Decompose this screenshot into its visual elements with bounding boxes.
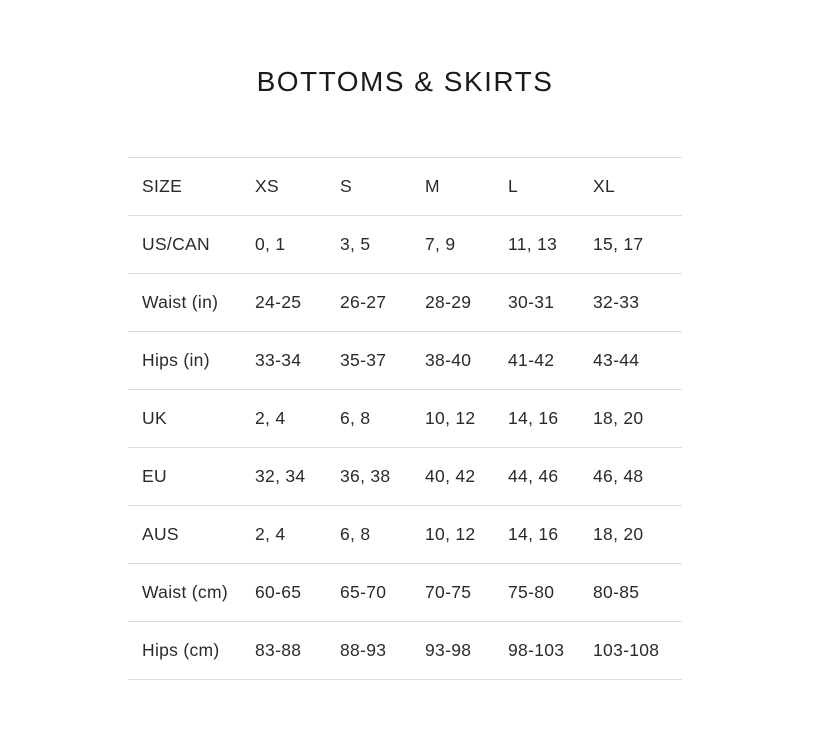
table-row-hips-cm (128, 622, 682, 680)
size-table (128, 157, 682, 680)
cell: 43-44 (593, 350, 640, 370)
cell: 18, 20 (593, 408, 644, 428)
cell: 32-33 (593, 292, 640, 312)
cell: 10, 12 (425, 524, 476, 544)
cell: 75-80 (508, 582, 555, 602)
row-label: Waist (cm) (142, 582, 228, 602)
cell: 6, 8 (340, 408, 371, 428)
header-l: L (508, 176, 519, 196)
cell: 93-98 (425, 640, 472, 660)
cell: 11, 13 (508, 234, 558, 254)
cell: 41-42 (508, 350, 555, 370)
header-size: SIZE (142, 176, 183, 196)
cell: 80-85 (593, 582, 640, 602)
cell: 32, 34 (255, 466, 306, 486)
cell: 28-29 (425, 292, 472, 312)
row-label: US/CAN (142, 234, 210, 254)
cell: 33-34 (255, 350, 302, 370)
cell: 65-70 (340, 582, 387, 602)
row-label: Hips (cm) (142, 640, 220, 660)
page-title: BOTTOMS & SKIRTS (256, 66, 554, 97)
cell: 0, 1 (255, 234, 286, 254)
header-xs: XS (255, 176, 279, 196)
cell: 30-31 (508, 292, 555, 312)
cell: 83-88 (255, 640, 302, 660)
table-row-us-can (128, 216, 682, 274)
cell: 98-103 (508, 640, 565, 660)
cell: 26-27 (340, 292, 387, 312)
table-row-waist-in (128, 274, 682, 332)
cell: 70-75 (425, 582, 472, 602)
cell: 38-40 (425, 350, 472, 370)
cell: 6, 8 (340, 524, 371, 544)
cell: 10, 12 (425, 408, 476, 428)
cell: 46, 48 (593, 466, 644, 486)
cell: 35-37 (340, 350, 387, 370)
cell: 15, 17 (593, 234, 644, 254)
cell: 36, 38 (340, 466, 391, 486)
size-guide-content (128, 0, 682, 680)
cell: 60-65 (255, 582, 302, 602)
row-label: Hips (in) (142, 350, 210, 370)
cell: 88-93 (340, 640, 387, 660)
cell: 7, 9 (425, 234, 456, 254)
row-label: AUS (142, 524, 179, 544)
table-row-eu (128, 448, 682, 506)
cell: 40, 42 (425, 466, 476, 486)
header-s: S (340, 176, 352, 196)
cell: 14, 16 (508, 524, 559, 544)
row-label: UK (142, 408, 167, 428)
cell: 24-25 (255, 292, 302, 312)
cell: 44, 46 (508, 466, 559, 486)
table-row-uk (128, 390, 682, 448)
cell: 103-108 (593, 640, 660, 660)
table-row-waist-cm (128, 564, 682, 622)
row-label: Waist (in) (142, 292, 219, 312)
table-row-aus (128, 506, 682, 564)
header-m: M (425, 176, 440, 196)
cell: 2, 4 (255, 408, 286, 428)
cell: 14, 16 (508, 408, 559, 428)
table-header-row (128, 158, 682, 216)
cell: 2, 4 (255, 524, 286, 544)
table-row-hips-in (128, 332, 682, 390)
row-label: EU (142, 466, 167, 486)
cell: 18, 20 (593, 524, 644, 544)
cell: 3, 5 (340, 234, 371, 254)
header-xl: XL (593, 176, 616, 196)
